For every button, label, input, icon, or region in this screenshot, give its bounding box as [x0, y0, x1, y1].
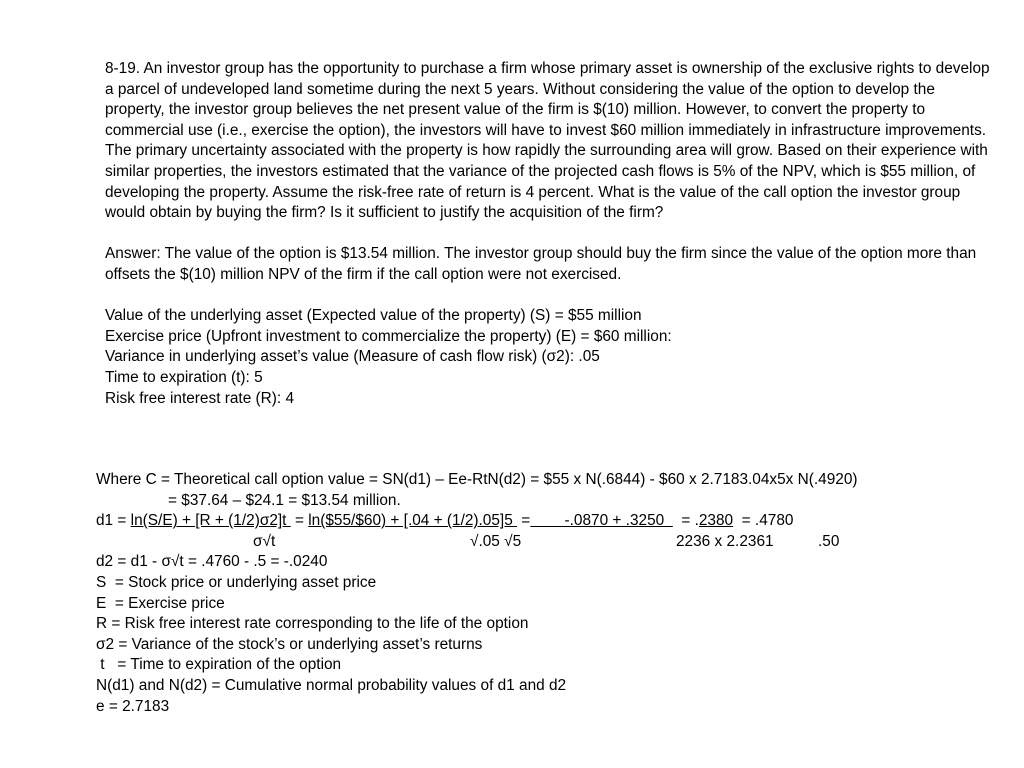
definition-line — [96, 635, 996, 656]
definition-line — [96, 552, 996, 573]
problem-statement: 8-19. An investor group has the opportunity to purchase a firm whose primary asset is ownership of the exclusive rights to develop a parcel of undeveloped land sometime during the next 5 years. Without considering the value of the option to develop the property, the investor group believes the net present value of the firm is $(10) million. However, to convert the property to commercial use (i.e., exercise the option), the investors will have to invest $60 million immediately in infrastructure improvements. The primary uncertainty associated with the property is how rapidly the surrounding area will grow. Based on their experience with similar properties, the investors estimated that the variance of the projected cash flows is 5% of the NPV, which is $55 million, of developing the property. Assume the risk-free rate of return is 4 percent. What is the value of the call option the investor group would obtain by buying the firm? Is it sufficient to justify the acquisition of the firm? — [105, 60, 990, 222]
call-option-formula — [96, 470, 996, 491]
param-risk-free-rate: Risk free interest rate (R): 4 — [105, 389, 295, 407]
definition-variance: σ2 = Variance of the stock’s or underlying asset’s returns — [96, 635, 483, 653]
definition-e: E = Exercise price — [96, 594, 225, 612]
d1-denominator-computed: 2236 x 2.2361 — [676, 532, 774, 550]
call-option-formula-text: Where C = Theoretical call option value = SN(d1) – Ee-RtN(d2) = $55 x N(.6844) - $60 x 2.7183.04x5x N(.4920) — [96, 471, 858, 488]
d1-eq-1: = — [290, 512, 309, 530]
definition-line — [96, 573, 996, 594]
d1-numerator-result: 2380 — [698, 512, 734, 530]
definition-s: S = Stock price or underlying asset price — [96, 573, 377, 591]
definition-line — [96, 676, 996, 697]
d1-eq-2: = — [517, 512, 531, 530]
definition-line — [96, 594, 996, 615]
d1-denominator-result: .50 — [818, 532, 840, 550]
d2-formula: d2 = d1 - σ√t = .4760 - .5 = -.0240 — [96, 553, 328, 571]
definition-line — [96, 614, 996, 635]
d1-prefix: d1 = — [96, 512, 131, 530]
call-option-result — [96, 491, 996, 512]
answer-text: Answer: The value of the option is $13.54 million. The investor group should buy the firm since the value of the option more than offsets the $(10) million NPV of the firm if the call option were not exercised. — [105, 245, 977, 283]
solution-section — [96, 470, 996, 717]
d1-final: = .4780 — [733, 512, 794, 530]
d1-denominator-line — [96, 532, 996, 553]
param-time-to-expiration: Time to expiration (t): 5 — [105, 368, 263, 386]
d1-eq-3: = . — [672, 512, 699, 530]
call-option-result-text: = $37.64 – $24.1 = $13.54 million. — [168, 491, 401, 509]
d1-denominator-formula: σ√t — [253, 532, 276, 550]
definition-line — [96, 655, 996, 676]
d1-numerator-formula: ln(S/E) + [R + (1/2)σ2]t — [130, 512, 291, 530]
spacer — [105, 224, 995, 245]
d1-numerator-values: ln($55/$60) + [.04 + (1/2).05]5 — [308, 512, 518, 530]
definition-nd: N(d1) and N(d2) = Cumulative normal probability values of d1 and d2 — [96, 676, 567, 694]
spacer — [105, 286, 995, 307]
d1-denominator-values: √.05 √5 — [470, 532, 522, 550]
param-underlying-asset: Value of the underlying asset (Expected value of the property) (S) = $55 million — [105, 307, 642, 325]
d1-numerator-line — [96, 511, 996, 532]
definition-t: t = Time to expiration of the option — [96, 656, 342, 674]
param-variance: Variance in underlying asset’s value (Measure of cash flow risk) (σ2): .05 — [105, 348, 600, 366]
definition-e-constant: e = 2.7183 — [96, 697, 170, 715]
definition-line — [96, 697, 996, 718]
param-exercise-price: Exercise price (Upfront investment to commercialize the property) (E) = $60 million: — [105, 327, 672, 345]
definition-r: R = Risk free interest rate corresponding to the life of the option — [96, 615, 529, 633]
problem-section — [105, 59, 995, 409]
d1-numerator-computed: -.0870 + .3250 — [530, 512, 673, 530]
